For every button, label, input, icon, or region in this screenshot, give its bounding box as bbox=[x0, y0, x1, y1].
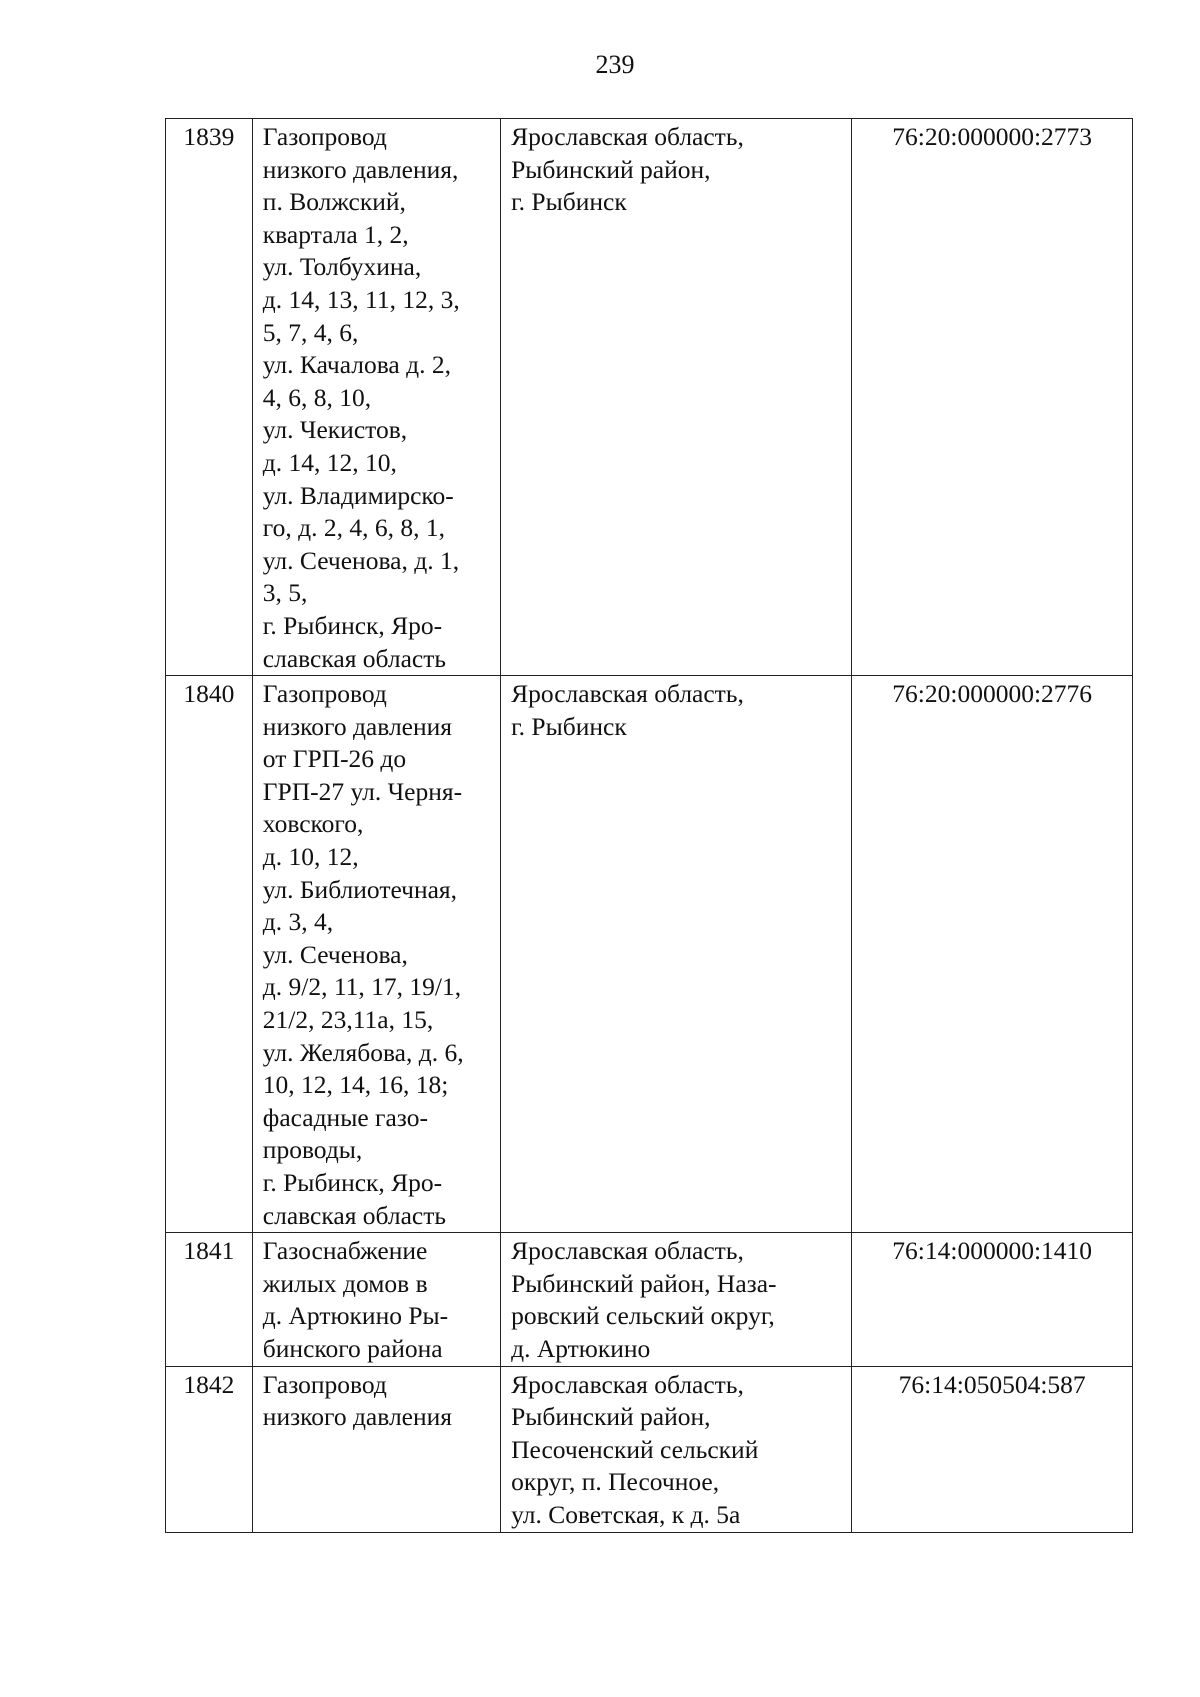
table-row bbox=[166, 119, 1133, 676]
object-address: Ярославская область, Рыбинский район, Песоченский сельский округ, п. Песочное, ул. Советская, к д. 5а bbox=[501, 1366, 852, 1532]
object-name: Газоснабжение жилых домов в д. Артюкино Ры- бинского района bbox=[252, 1233, 500, 1366]
table-row bbox=[166, 1366, 1133, 1532]
object-name: Газопровод низкого давления от ГРП-26 до ГРП-27 ул. Черня- ховского, д. 10, 12, ул. Библиотечная, д. 3, 4, ул. Сеченова, д. 9/2, 11, 17, 19/1, 21/2, 23,11а, 15, ул. Желябова, д. 6, 10, 12, 14, 16, 18; фасадные газо- проводы, г. Рыбинск, Яро- славская область bbox=[252, 676, 500, 1233]
table-row bbox=[166, 1233, 1133, 1366]
object-name: Газопровод низкого давления, п. Волжский, квартала 1, 2, ул. Толбухина, д. 14, 13, 11, 12, 3, 5, 7, 4, 6, ул. Качалова д. 2, 4, 6, 8, 10, ул. Чекистов, д. 14, 12, 10, ул. Владимирско- го, д. 2, 4, 6, 8, 1, ул. Сеченова, д. 1, 3, 5, г. Рыбинск, Яро- славская область bbox=[252, 119, 500, 676]
register-table bbox=[165, 118, 1133, 1533]
row-number: 1842 bbox=[166, 1366, 253, 1532]
page-number: 239 bbox=[595, 50, 635, 79]
object-address: Ярославская область, Рыбинский район, Наза- ровский сельский округ, д. Артюкино bbox=[501, 1233, 852, 1366]
row-number: 1839 bbox=[166, 119, 253, 676]
row-number: 1840 bbox=[166, 676, 253, 1233]
cadastral-number: 76:20:000000:2776 bbox=[852, 676, 1133, 1233]
row-number: 1841 bbox=[166, 1233, 253, 1366]
table-row bbox=[166, 676, 1133, 1233]
object-name: Газопровод низкого давления bbox=[252, 1366, 500, 1532]
cadastral-number: 76:14:050504:587 bbox=[852, 1366, 1133, 1532]
cadastral-number: 76:14:000000:1410 bbox=[852, 1233, 1133, 1366]
object-address: Ярославская область, Рыбинский район, г. Рыбинск bbox=[501, 119, 852, 676]
object-address: Ярославская область, г. Рыбинск bbox=[501, 676, 852, 1233]
cadastral-number: 76:20:000000:2773 bbox=[852, 119, 1133, 676]
